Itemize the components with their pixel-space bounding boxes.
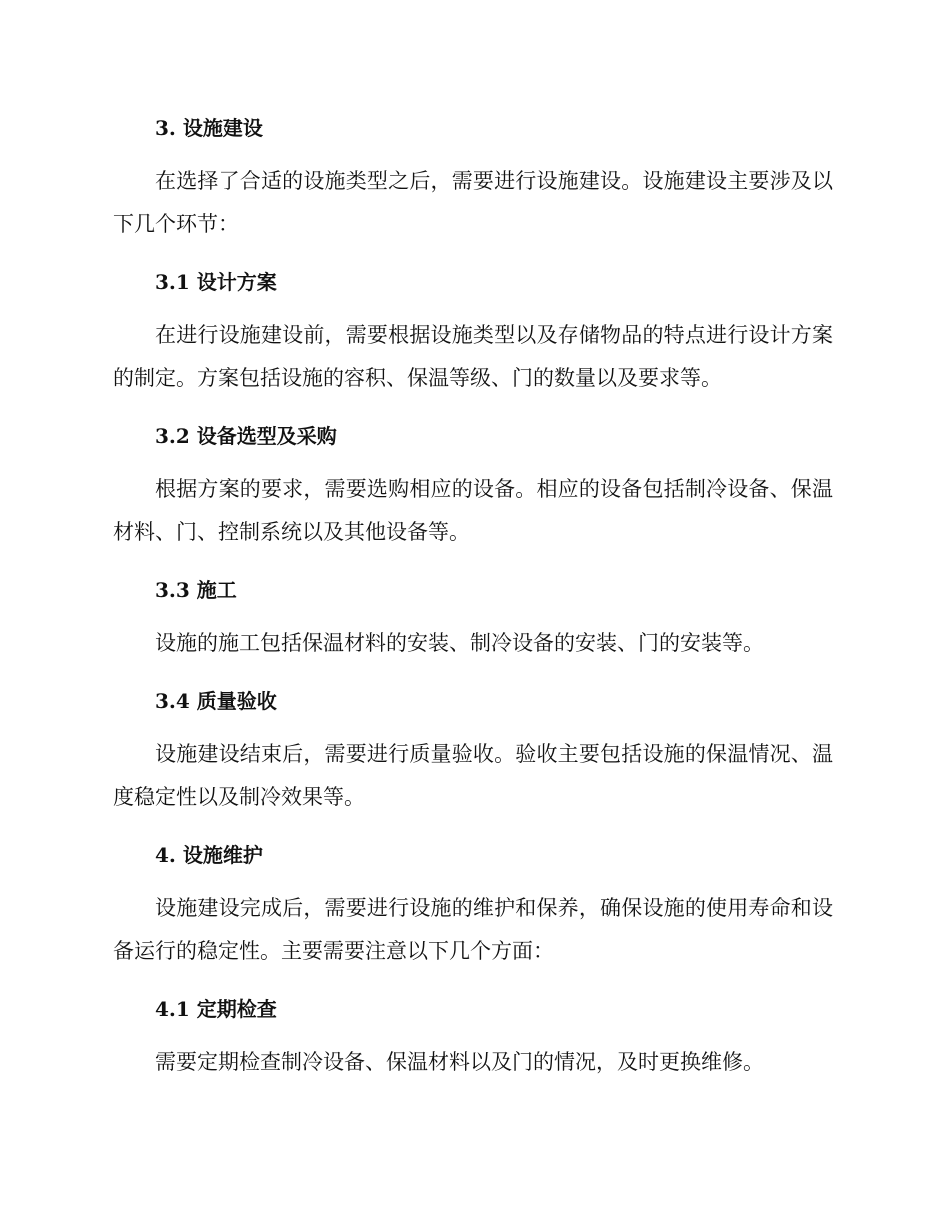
section-3-heading: 3. 设施建设	[155, 116, 263, 140]
section-4-1-paragraph: 需要定期检查制冷设备、保温材料以及门的情况，及时更换维修。	[155, 1050, 764, 1074]
section-3-4-paragraph: 设施建设结束后，需要进行质量验收。验收主要包括设施的保温情况、温度稳定性以及制冷效果等。	[113, 742, 833, 809]
section-3-3-paragraph: 设施的施工包括保温材料的安装、制冷设备的安装、门的安装等。	[155, 631, 764, 655]
section-3-1-heading: 3.1 设计方案	[155, 270, 277, 294]
section-3-1-paragraph: 在进行设施建设前，需要根据设施类型以及存储物品的特点进行设计方案的制定。方案包括设施的容积、保温等级、门的数量以及要求等。	[113, 323, 833, 390]
section-3-paragraph: 在选择了合适的设施类型之后，需要进行设施建设。设施建设主要涉及以下几个环节：	[113, 169, 833, 236]
section-4-heading: 4. 设施维护	[155, 843, 263, 867]
section-3-2-paragraph: 根据方案的要求，需要选购相应的设备。相应的设备包括制冷设备、保温材料、门、控制系统以及其他设备等。	[113, 477, 833, 544]
section-4-1-heading: 4.1 定期检查	[155, 997, 277, 1021]
section-3-3-heading: 3.3 施工	[155, 578, 237, 602]
document-body	[113, 108, 833, 1084]
section-3-2-heading: 3.2 设备选型及采购	[155, 424, 337, 448]
section-4-paragraph: 设施建设完成后，需要进行设施的维护和保养，确保设施的使用寿命和设备运行的稳定性。主要需要注意以下几个方面：	[113, 896, 833, 963]
section-3-4-heading: 3.4 质量验收	[155, 689, 277, 713]
